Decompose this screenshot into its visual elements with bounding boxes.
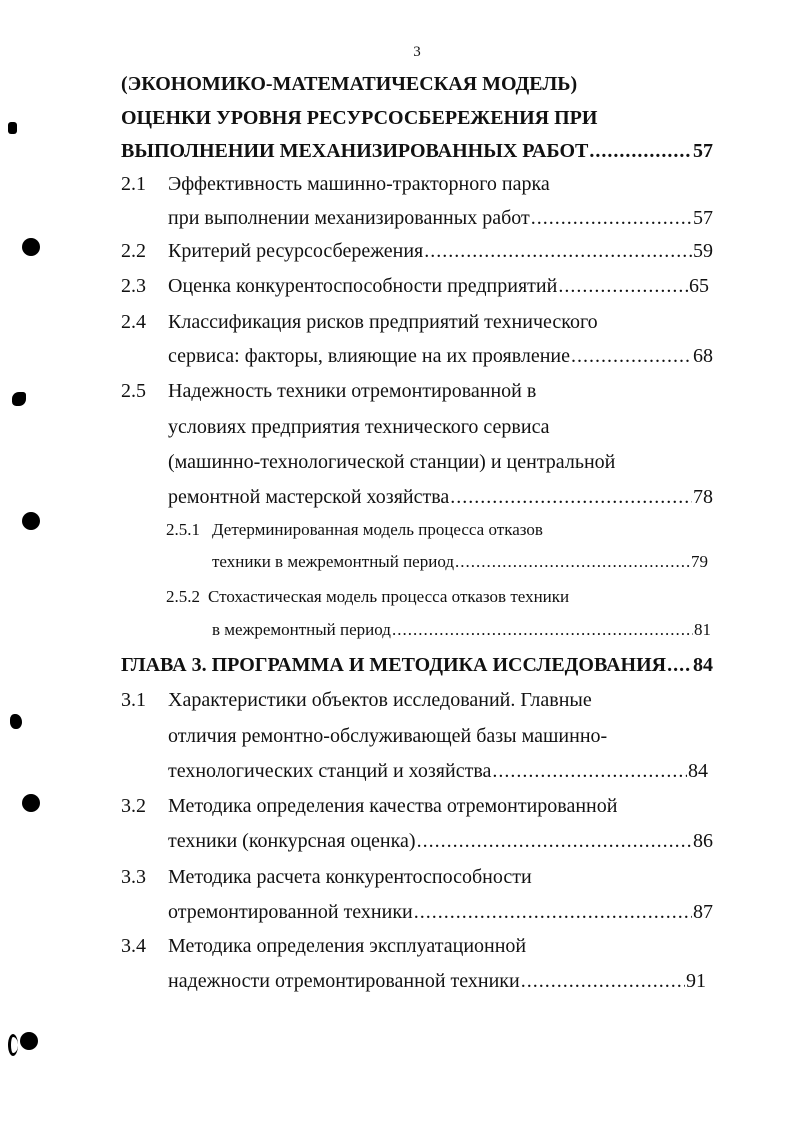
toc-entry-2-1-line-2 — [168, 206, 713, 230]
toc-entry-3-4-line-1: Методика определения эксплуатационной — [168, 935, 527, 957]
toc-entry-2-5-1-line-1: Детерминированная модель процесса отказов — [212, 520, 543, 539]
toc-number-2-4: 2.4 — [121, 311, 146, 333]
toc-page-number: 91 — [686, 970, 706, 992]
dot-leader — [450, 485, 692, 509]
toc-entry-text: Оценка конкурентоспособности предприятий — [168, 275, 558, 297]
toc-page-number: 84 — [693, 654, 713, 676]
scan-mark — [8, 122, 17, 134]
toc-entry-3-1-line-2: отличия ремонтно-обслуживающей базы машинно- — [168, 725, 608, 747]
toc-entry-3-1-line-1: Характеристики объектов исследований. Главные — [168, 689, 592, 711]
binding-hole-mark — [22, 794, 40, 812]
toc-entry-2-5-1-line-2 — [212, 551, 708, 573]
toc-entry-2-5-2-line-2 — [212, 619, 711, 641]
toc-entry-3-4-line-2 — [168, 969, 706, 993]
heading-continuation-line-1: (ЭКОНОМИКО-МАТЕМАТИЧЕСКАЯ МОДЕЛЬ) — [121, 73, 578, 95]
toc-number-2-5-2: 2.5.2 — [166, 587, 200, 606]
toc-entry-2-5-2-line-1: Стохастическая модель процесса отказов техники — [208, 587, 570, 606]
dot-leader — [424, 239, 692, 263]
binding-hole-mark — [22, 238, 40, 256]
toc-entry-2-1-line-1: Эффективность машинно-тракторного парка — [168, 173, 550, 195]
binding-hole-mark — [22, 512, 40, 530]
toc-entry-text: при выполнении механизированных работ — [168, 207, 530, 229]
toc-page-number: 86 — [693, 830, 713, 852]
heading-continuation-page: 57 — [693, 140, 713, 162]
dot-leader — [492, 759, 687, 783]
heading-continuation-text: ВЫПОЛНЕНИИ МЕХАНИЗИРОВАННЫХ РАБОТ — [121, 140, 589, 162]
toc-entry-text: в межремонтный период — [212, 620, 391, 639]
toc-entry-3-2-line-1: Методика определения качества отремонтированной — [168, 795, 618, 817]
toc-number-2-2: 2.2 — [121, 240, 146, 262]
heading-continuation-line-3 — [121, 139, 713, 163]
dot-leader — [417, 829, 692, 853]
toc-page-number: 84 — [688, 760, 708, 782]
toc-page-number: 57 — [693, 207, 713, 229]
dot-leader — [414, 900, 692, 924]
toc-entry-text: техники (конкурсная оценка) — [168, 830, 416, 852]
toc-page-number: 78 — [693, 486, 713, 508]
dot-leader — [531, 206, 692, 230]
toc-page-number: 59 — [693, 240, 713, 262]
dot-leader — [589, 139, 692, 163]
toc-number-2-5: 2.5 — [121, 380, 146, 402]
toc-number-3-2: 3.2 — [121, 795, 146, 817]
toc-entry-text: отремонтированной техники — [168, 901, 413, 923]
toc-chapter-3 — [121, 653, 713, 677]
toc-entry-3-3-line-2 — [168, 900, 713, 924]
toc-entry-2-5-line-2: условиях предприятия технического сервиса — [168, 416, 550, 438]
toc-entry-text: ремонтной мастерской хозяйства — [168, 486, 450, 508]
dot-leader — [521, 969, 685, 993]
dot-leader — [667, 653, 692, 677]
toc-entry-3-2-line-2 — [168, 829, 713, 853]
toc-page-number: 87 — [693, 901, 713, 923]
toc-number-3-1: 3.1 — [121, 689, 146, 711]
page-number: 3 — [413, 44, 421, 60]
toc-number-2-1: 2.1 — [121, 173, 146, 195]
toc-entry-3-1-line-3 — [168, 759, 708, 783]
toc-entry-2-5-line-1: Надежность техники отремонтированной в — [168, 380, 537, 402]
toc-entry-2-2 — [168, 239, 713, 263]
toc-entry-2-4-line-2 — [168, 344, 713, 368]
toc-page-number: 81 — [694, 620, 711, 639]
toc-chapter-title: ГЛАВА 3. ПРОГРАММА И МЕТОДИКА ИССЛЕДОВАНИЯ — [121, 654, 667, 676]
toc-entry-text: техники в межремонтный период — [212, 552, 454, 571]
binding-hole-mark — [20, 1032, 38, 1050]
toc-entry-3-3-line-1: Методика расчета конкурентоспособности — [168, 866, 532, 888]
dot-leader — [558, 274, 688, 298]
toc-entry-2-3 — [168, 274, 709, 298]
toc-entry-text: технологических станций и хозяйства — [168, 760, 492, 782]
heading-continuation-line-2: ОЦЕНКИ УРОВНЯ РЕСУРСОСБЕРЕЖЕНИЯ ПРИ — [121, 107, 598, 129]
toc-number-3-4: 3.4 — [121, 935, 146, 957]
scan-mark — [12, 392, 26, 406]
toc-entry-2-4-line-1: Классификация рисков предприятий технического — [168, 311, 598, 333]
toc-number-2-3: 2.3 — [121, 275, 146, 297]
toc-page-number: 65 — [689, 275, 709, 297]
dot-leader — [455, 551, 690, 573]
dot-leader — [571, 344, 692, 368]
toc-number-3-3: 3.3 — [121, 866, 146, 888]
toc-entry-2-5-line-3: (машинно-технологической станции) и центральной — [168, 451, 616, 473]
toc-entry-text: надежности отремонтированной техники — [168, 970, 520, 992]
scan-mark — [10, 714, 22, 729]
toc-page-number: 79 — [691, 552, 708, 571]
toc-entry-2-5-line-4 — [168, 485, 713, 509]
toc-entry-text: Критерий ресурсосбережения — [168, 240, 424, 262]
toc-number-2-5-1: 2.5.1 — [166, 520, 200, 539]
toc-entry-text: сервиса: факторы, влияющие на их проявление — [168, 345, 571, 367]
toc-page-number: 68 — [693, 345, 713, 367]
dot-leader — [392, 619, 693, 641]
scan-mark — [8, 1034, 18, 1056]
